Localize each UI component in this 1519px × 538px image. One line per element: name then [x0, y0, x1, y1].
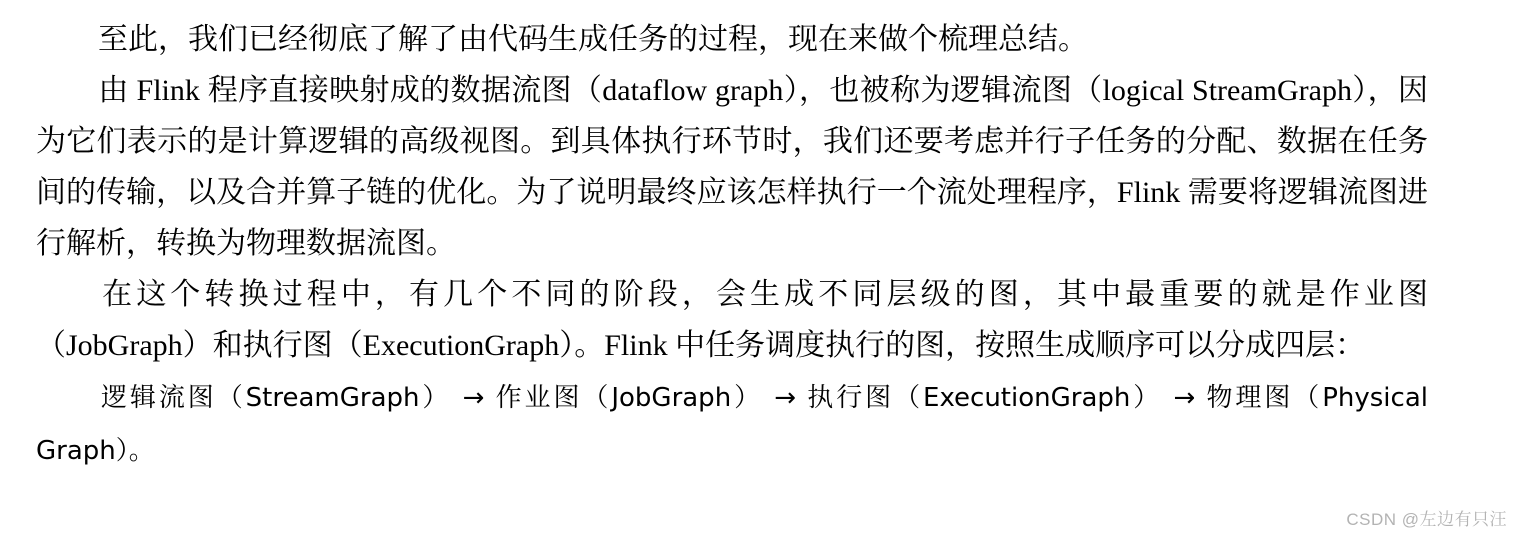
- paragraph-1: [36, 14, 1428, 65]
- paragraph-4-text: 逻辑流图（StreamGraph） → 作业图（JobGraph） → 执行图（ExecutionGraph） → 物理图（Physical Graph）。: [36, 383, 1428, 466]
- paragraph-2-text: 由 Flink 程序直接映射成的数据流图（dataflow graph），也被称为逻辑流图（logical StreamGraph），因为它们表示的是计算逻辑的高级视图。到具体执行环节时，我们还要考虑并行子任务的分配、数据在任务间的传输，以及合并算子链的优化。为了说明最终应该怎样执行一个流处理程序，Flink 需要将逻辑流图进行解析，转换为物理数据流图。: [36, 74, 1428, 260]
- paragraph-3: [36, 269, 1428, 371]
- document-body: [36, 14, 1428, 477]
- paragraph-1-text: 至此，我们已经彻底了解了由代码生成任务的过程，现在来做个梳理总结。: [98, 23, 1088, 56]
- watermark-label: CSDN @左边有只汪: [1346, 510, 1507, 529]
- paragraph-4: [36, 371, 1428, 477]
- paragraph-2: [36, 65, 1428, 269]
- paragraph-3-text: 在这个转换过程中，有几个不同的阶段，会生成不同层级的图，其中最重要的就是作业图（JobGraph）和执行图（ExecutionGraph）。Flink 中任务调度执行的图，按照生成顺序可以分成四层：: [36, 278, 1428, 362]
